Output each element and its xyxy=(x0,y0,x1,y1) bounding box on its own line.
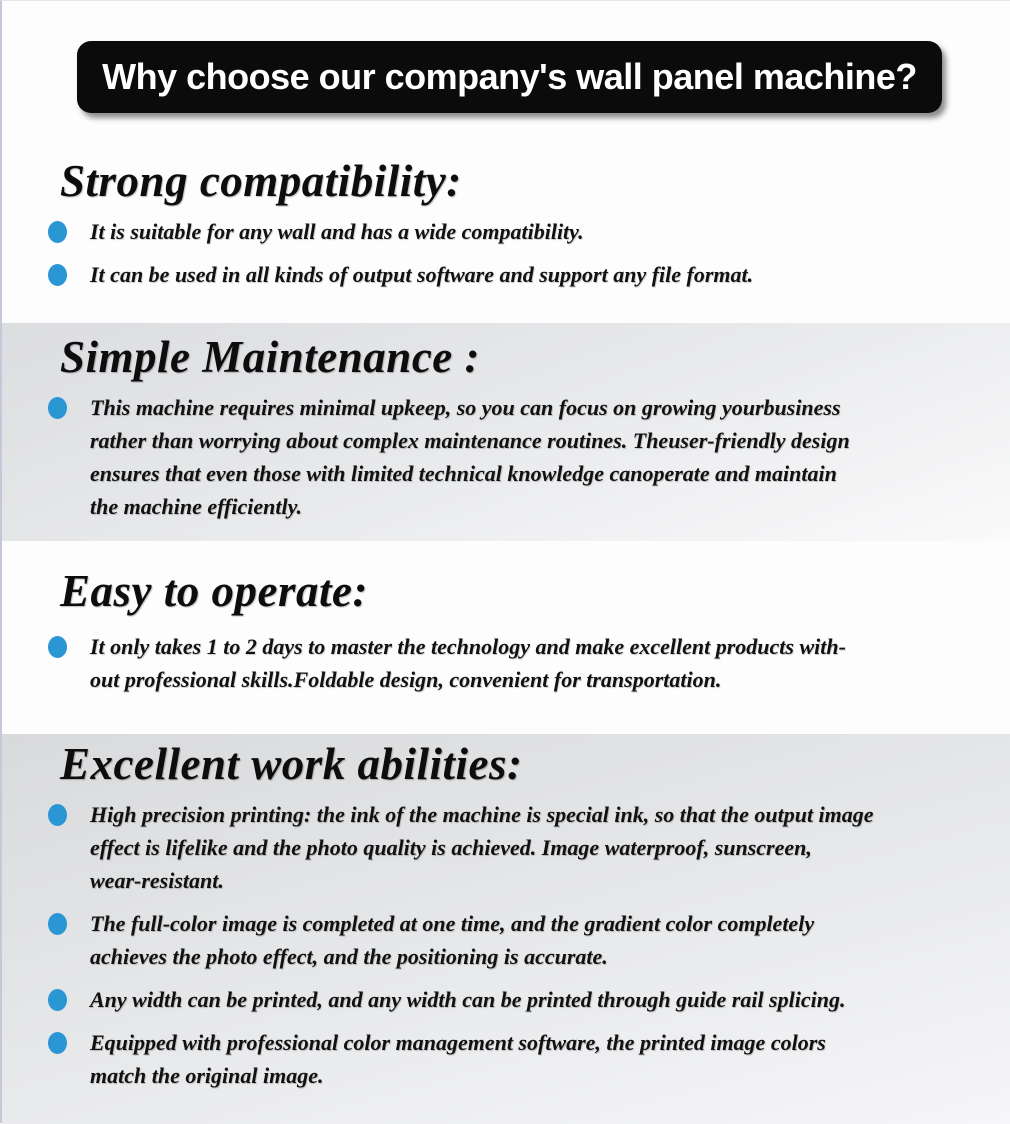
bullet-text xyxy=(90,630,846,696)
bullet-list xyxy=(48,391,990,523)
bullet-text xyxy=(90,391,850,523)
bullet-line: achieves the photo effect, and the positioning is accurate. xyxy=(90,944,608,969)
bullet-item xyxy=(48,258,990,291)
bullet-text xyxy=(90,907,814,973)
section-strong-compatibility xyxy=(2,131,1010,323)
bullet-line: ensures that even those with limited technical knowledge canoperate and maintain xyxy=(90,461,837,486)
section-heading: Simple Maintenance : xyxy=(60,332,481,382)
bullet-text xyxy=(90,798,874,897)
bullet-text xyxy=(90,983,845,1016)
bullet-dot-icon xyxy=(48,221,67,243)
bullet-text xyxy=(90,258,753,291)
section-easy-to-operate xyxy=(2,541,1010,734)
bullet-dot-icon xyxy=(48,913,67,935)
bullet-dot-icon xyxy=(48,1032,67,1054)
bullet-dot-icon xyxy=(48,989,67,1011)
bullet-line: out professional skills.Foldable design, convenient for transportation. xyxy=(90,667,722,692)
bullet-item xyxy=(48,391,990,523)
section-heading: Excellent work abilities: xyxy=(60,739,523,789)
section-heading: Strong compatibility: xyxy=(60,156,462,206)
bullet-line: rather than worrying about complex maintenance routines. Theuser-friendly design xyxy=(90,428,850,453)
bullet-dot-icon xyxy=(48,264,67,286)
bullet-list xyxy=(48,215,990,291)
banner-title: Why choose our company's wall panel machine? xyxy=(102,56,917,97)
bullet-line: match the original image. xyxy=(90,1063,324,1088)
bullet-line: effect is lifelike and the photo quality is achieved. Image waterproof, sunscreen, xyxy=(90,835,812,860)
section-heading: Easy to operate: xyxy=(60,566,368,616)
bullet-dot-icon xyxy=(48,804,67,826)
bullet-list xyxy=(48,798,990,1092)
bullet-item xyxy=(48,907,990,973)
bullet-line: Any width can be printed, and any width can be printed through guide rail splicing. xyxy=(90,987,846,1012)
header-area xyxy=(2,1,1010,131)
bullet-line: It is suitable for any wall and has a wide compatibility. xyxy=(90,219,584,244)
bullet-line: the machine efficiently. xyxy=(90,494,303,519)
bullet-line: wear-resistant. xyxy=(90,868,224,893)
bullet-line: Equipped with professional color management software, the printed image colors xyxy=(90,1030,826,1055)
bullet-item xyxy=(48,630,990,696)
bullet-dot-icon xyxy=(48,397,67,419)
title-banner xyxy=(77,41,942,113)
bullet-line: It can be used in all kinds of output software and support any file format. xyxy=(90,262,754,287)
bullet-item xyxy=(48,983,990,1016)
section-simple-maintenance xyxy=(2,323,1010,541)
bullet-line: It only takes 1 to 2 days to master the technology and make excellent products with- xyxy=(90,634,846,659)
bullet-line: The full-color image is completed at one time, and the gradient color completely xyxy=(90,911,815,936)
section-excellent-work-abilities xyxy=(2,734,1010,1124)
bullet-item xyxy=(48,1026,990,1092)
bullet-line: This machine requires minimal upkeep, so you can focus on growing yourbusiness xyxy=(90,395,841,420)
bullet-item xyxy=(48,215,990,248)
bullet-list xyxy=(48,630,990,696)
bullet-text xyxy=(90,215,584,248)
bullet-line: High precision printing: the ink of the machine is special ink, so that the output image xyxy=(90,802,874,827)
bullet-item xyxy=(48,798,990,897)
bullet-text xyxy=(90,1026,826,1092)
bullet-dot-icon xyxy=(48,636,67,658)
